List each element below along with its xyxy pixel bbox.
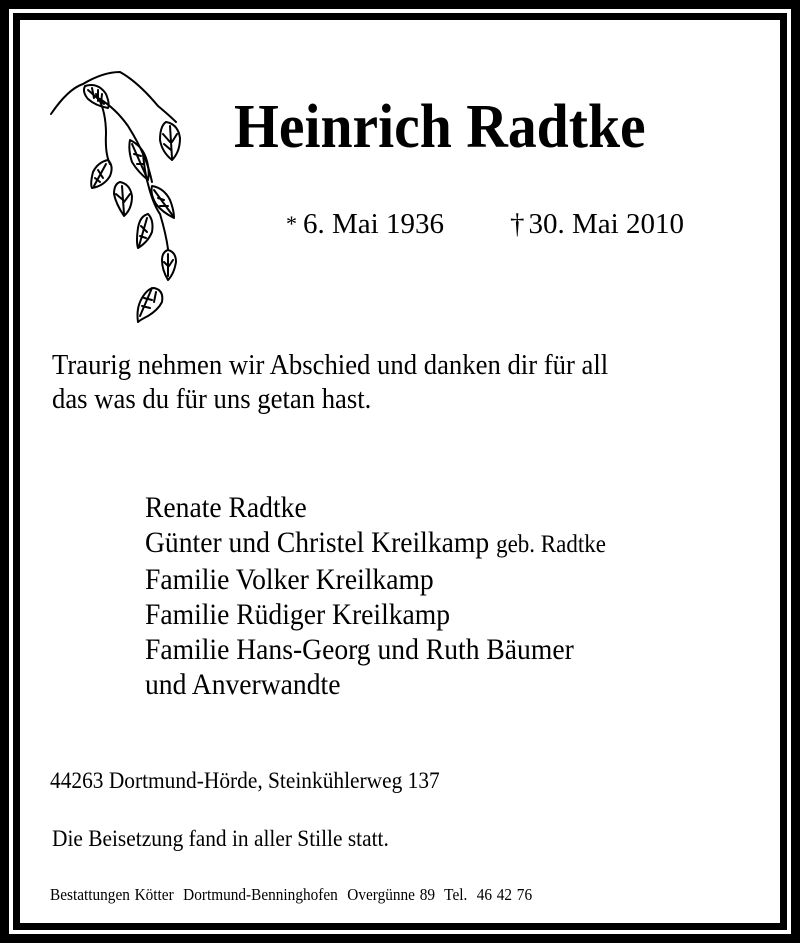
mourner-name: Günter und Christel Kreilkamp [145,526,490,559]
mourner-item [145,490,606,525]
mourner-name: Familie Hans-Georg und Ruth Bäumer [145,633,574,666]
farewell-line: Traurig nehmen wir Abschied und danken dir für all [52,349,609,381]
birth-date-line [286,208,444,241]
deceased-name: Heinrich Radtke [234,93,646,161]
mourner-name: Renate Radtke [145,491,307,524]
mourner-item [145,667,606,702]
death-date-line [510,208,684,241]
undertaker-info: Bestattungen Kötter Dortmund-Benninghofen Overgünne 89 Tel. 46 42 76 [50,885,533,904]
mourner-item [145,562,606,597]
death-date: 30. Mai 2010 [528,208,684,240]
mourner-name: Familie Rüdiger Kreilkamp [145,598,451,631]
mourner-name: und Anverwandte [145,668,341,701]
birch-branch-icon [48,54,198,324]
mourner-name: Familie Volker Kreilkamp [145,563,434,596]
family-address: 44263 Dortmund-Hörde, Steinkühlerweg 137 [50,768,440,793]
mourner-item [145,525,606,562]
obituary-notice [20,20,780,923]
burial-note: Die Beisetzung fand in aller Stille statt. [52,826,389,851]
birth-star-icon: * [286,211,297,236]
farewell-text [52,348,608,416]
death-cross-icon: † [510,208,525,240]
mourner-item [145,597,606,632]
mourner-item [145,632,606,667]
birth-date: 6. Mai 1936 [303,208,444,240]
mourners-list [145,490,606,702]
farewell-line: das was du für uns getan hast. [52,383,372,415]
maiden-name-note: geb. Radtke [496,531,606,558]
